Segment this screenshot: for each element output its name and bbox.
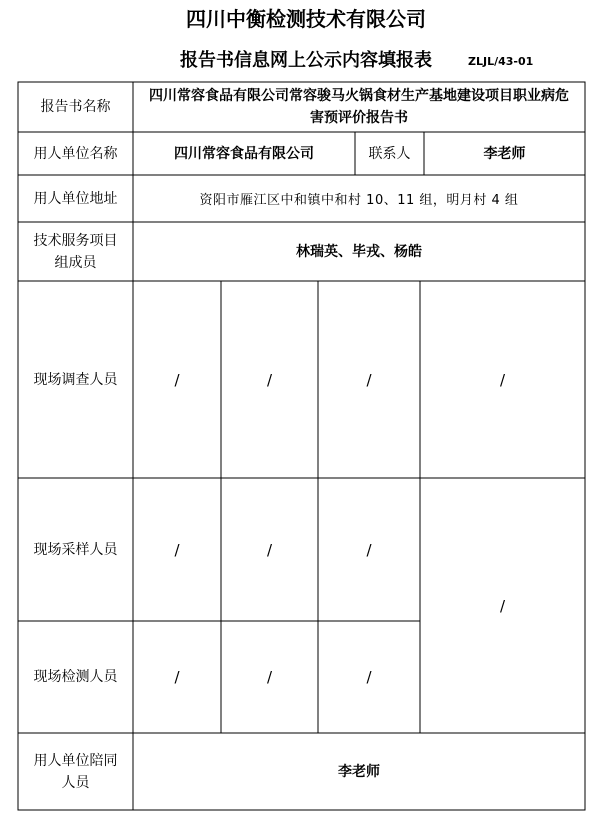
testing-staff-label: 现场检测人员 (33, 669, 118, 685)
sampling-staff-label: 现场采样人员 (33, 541, 118, 558)
team-label: 技术服务项目组成员 (33, 232, 118, 271)
form-title: 报告书信息网上公示内容填报表 (180, 50, 432, 71)
survey-staff-cell: / (266, 370, 273, 389)
report-name-label: 报告书名称 (40, 99, 111, 115)
sampling-staff-cell: / (266, 540, 273, 559)
sampling-testing-merged-cell: / (499, 596, 506, 615)
employer-label: 用人单位名称 (33, 145, 118, 162)
escort-value: 李老师 (338, 763, 380, 780)
survey-staff-cell: / (499, 370, 506, 389)
address-value: 资阳市雁江区中和镇中和村 10、11 组，明月村 4 组 (199, 193, 519, 208)
report-name-value: 四川常容食品有限公司常容骏马火锅食材生产基地建设项目职业病危害预评价报告书 (149, 88, 569, 126)
form-code: ZLJL/43-01 (468, 55, 534, 68)
testing-staff-cell: / (174, 668, 180, 686)
team-value: 林瑞英、毕戎、杨皓 (296, 243, 422, 260)
contact-label: 联系人 (368, 145, 411, 162)
testing-staff-cell: / (366, 668, 372, 686)
survey-staff-cell: / (366, 370, 372, 389)
testing-staff-cell: / (266, 668, 273, 686)
sampling-staff-cell: / (366, 540, 372, 559)
survey-staff-cell: / (174, 370, 180, 389)
sampling-staff-cell: / (174, 540, 180, 559)
escort-label: 用人单位陪同人员 (33, 752, 118, 791)
contact-value: 李老师 (483, 145, 526, 162)
survey-staff-label: 现场调查人员 (33, 371, 118, 388)
company-name: 四川中衡检测技术有限公司 (186, 7, 426, 31)
employer-value: 四川常容食品有限公司 (174, 145, 314, 162)
address-label: 用人单位地址 (33, 190, 118, 207)
